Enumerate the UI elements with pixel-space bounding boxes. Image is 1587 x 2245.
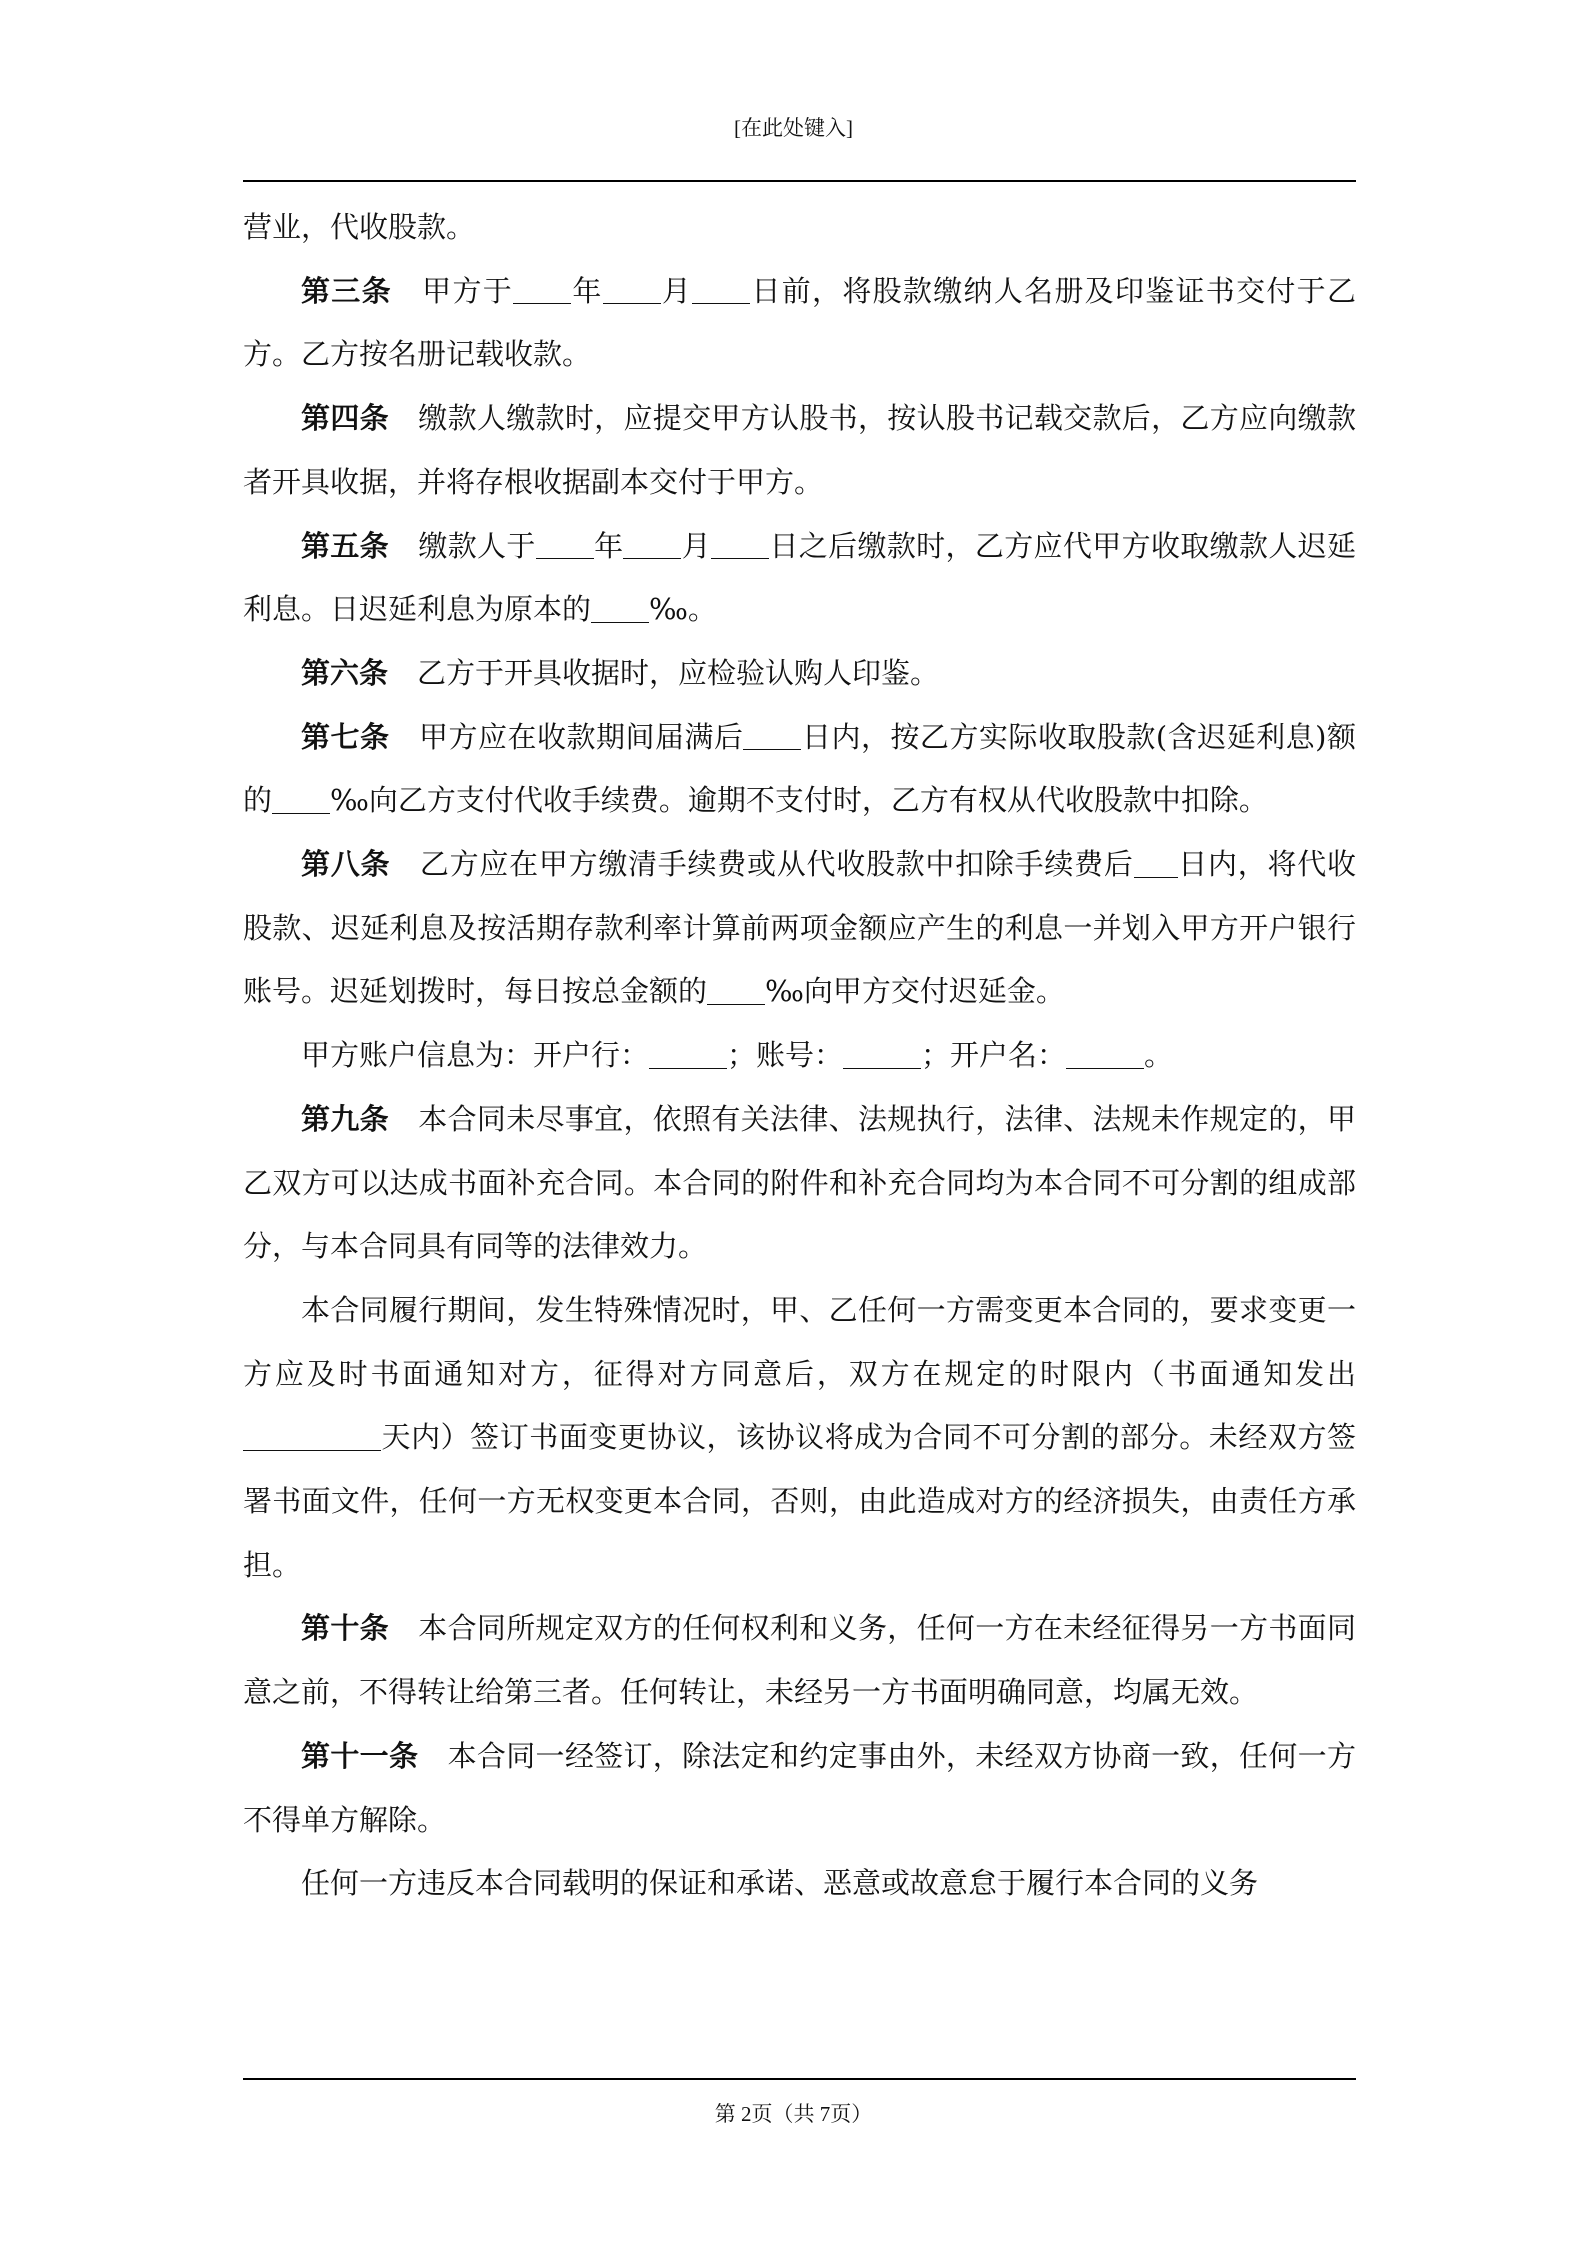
- fill-blank: [603, 273, 661, 304]
- article-heading: 第九条: [301, 1101, 389, 1136]
- header-rule: [243, 180, 1356, 182]
- fill-blank: [711, 528, 769, 559]
- fill-blank: [272, 782, 330, 813]
- fill-blank: [1066, 1037, 1144, 1068]
- paragraph: 营业，代收股款。: [243, 210, 476, 244]
- fill-blank: [649, 1037, 727, 1068]
- fill-blank: [707, 973, 765, 1004]
- article-3: 第三条 甲方于 年 月 日前，将股款缴纳人名册及印鉴证书交付于乙方。乙方按名册记载收款。: [243, 273, 1356, 372]
- article-5: 第五条 缴款人于 年 月 日之后缴款时，乙方应代甲方收取缴款人迟延利息。日迟延利息为原本的 ‰。: [243, 528, 1356, 627]
- article-4: 第四条 缴款人缴款时，应提交甲方认股书，按认股书记载交款后，乙方应向缴款者开具收据，并将存根收据副本交付于甲方。: [243, 401, 1356, 499]
- account-info: 甲方账户信息为：开户行： ；账号： ；开户名： 。: [301, 1038, 1174, 1073]
- fill-blank: [1134, 846, 1178, 877]
- article-7: 第七条 甲方应在收款期间届满后 日内，按乙方实际收取股款(含迟延利息)额的 ‰向乙方支付代收手续费。逾期不支付时，乙方有权从代收股款中扣除。: [243, 719, 1356, 818]
- article-heading: 第十一条: [301, 1738, 419, 1773]
- fill-blank: [591, 591, 649, 622]
- article-8: 第八条 乙方应在甲方缴清手续费或从代收股款中扣除手续费后 日内，将代收股款、迟延利息及按活期存款利率计算前两项金额应产生的利息一并划入甲方开户银行账号。迟延划拨时，每日按总金额的 ‰向甲方交付迟延金。: [243, 847, 1356, 1009]
- footer-rule: [243, 2078, 1356, 2080]
- page-header: [在此处键入]: [734, 116, 853, 140]
- fill-blank: [843, 1037, 921, 1068]
- article-heading: 第八条: [301, 847, 391, 882]
- paragraph: 本合同履行期间，发生特殊情况时，甲、乙任何一方需变更本合同的，要求变更一方应及时书面通知对方，征得对方同意后，双方在规定的时限内（书面通知发出天内）签订书面变更协议，该协议将成为合同不可分割的部分。未经双方签署书面文件，任何一方无权变更本合同，否则，由此造成对方的经济损失，由责任方承担。: [243, 1292, 1356, 1582]
- article-heading: 第六条: [301, 655, 389, 690]
- article-heading: 第四条: [301, 401, 389, 436]
- fill-blank: [743, 719, 801, 750]
- fill-blank: [243, 1419, 381, 1450]
- article-heading: 第十条: [301, 1611, 389, 1646]
- article-heading: 第五条: [301, 528, 390, 563]
- fill-blank: [692, 273, 750, 304]
- article-6: 第六条 乙方于开具收据时，应检验认购人印鉴。: [301, 655, 940, 690]
- article-heading: 第三条: [301, 273, 392, 308]
- fill-blank: [623, 528, 681, 559]
- fill-blank: [513, 273, 571, 304]
- paragraph: 任何一方违反本合同载明的保证和承诺、恶意或故意怠于履行本合同的义务: [301, 1866, 1259, 1901]
- document-body: [243, 196, 1356, 1916]
- article-9: 第九条 本合同未尽事宜，依照有关法律、法规执行，法律、法规未作规定的，甲乙双方可以达成书面补充合同。本合同的附件和补充合同均为本合同不可分割的组成部分，与本合同具有同等的法律效力。: [243, 1101, 1356, 1264]
- fill-blank: [536, 528, 594, 559]
- article-10: 第十条 本合同所规定双方的任何权利和义务，任何一方在未经征得另一方书面同意之前，不得转让给第三者。任何转让，未经另一方书面明确同意，均属无效。: [243, 1611, 1356, 1710]
- article-heading: 第七条: [301, 719, 390, 754]
- article-11: 第十一条 本合同一经签订，除法定和约定事由外，未经双方协商一致，任何一方不得单方解除。: [243, 1738, 1356, 1837]
- page-footer: 第 2页（共 7页）: [714, 2102, 873, 2126]
